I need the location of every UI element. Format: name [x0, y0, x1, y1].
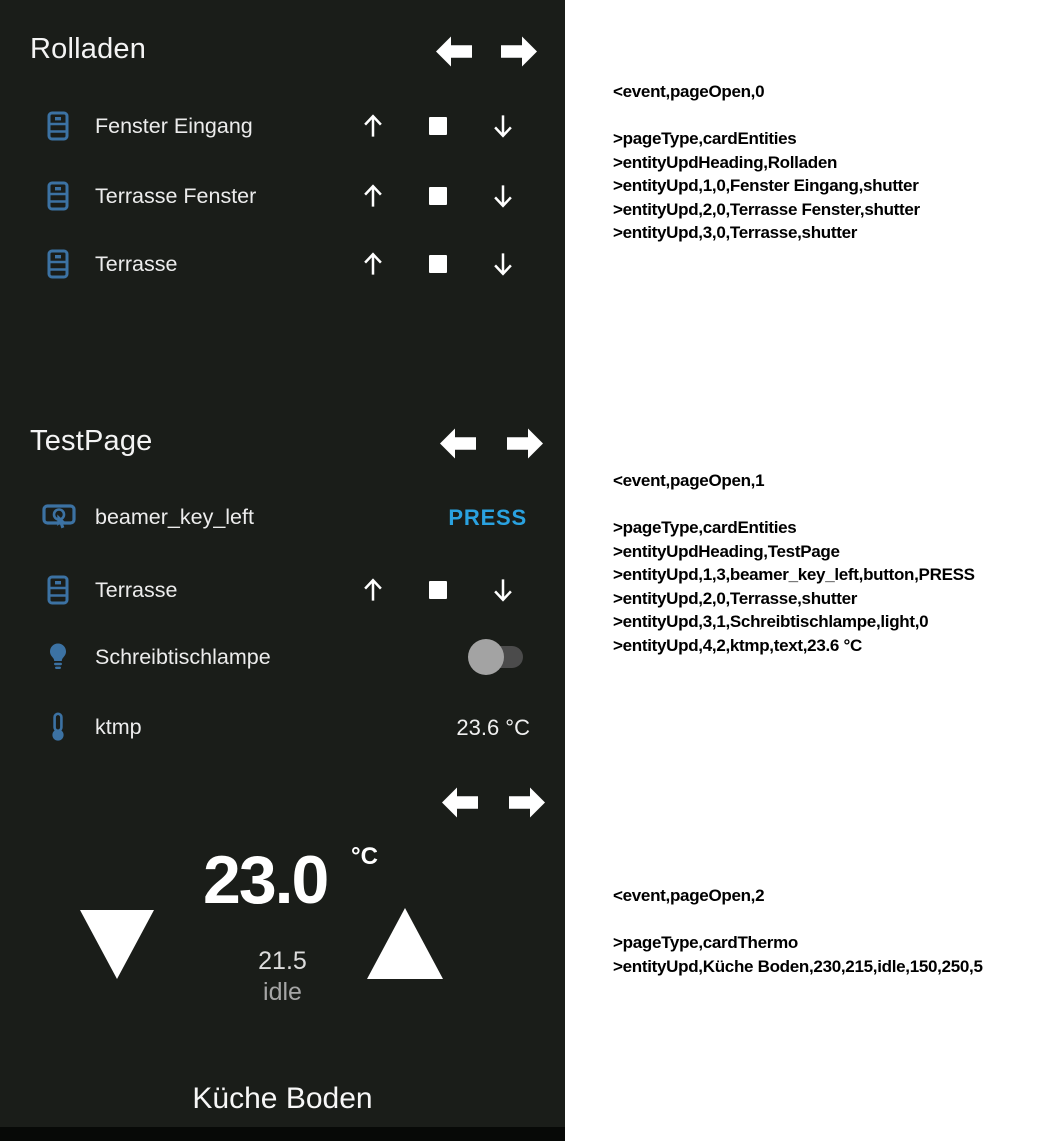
current-temperature: 23.0 — [203, 842, 328, 918]
log-line: <event,pageOpen,1 — [613, 471, 765, 490]
shutter-up-button[interactable] — [361, 251, 385, 277]
arrow-right-icon — [501, 36, 537, 67]
entity-label: beamer_key_left — [95, 505, 254, 529]
log-block-page1 — [613, 469, 1043, 657]
log-line: >entityUpdHeading,Rolladen — [613, 152, 838, 172]
shutter-stop-button[interactable] — [429, 187, 447, 205]
lightbulb-icon — [47, 642, 69, 672]
nav-prev-button[interactable] — [436, 36, 472, 67]
entity-value: 23.6 °C — [456, 715, 530, 740]
entity-label: ktmp — [95, 715, 142, 739]
log-line — [613, 493, 1043, 517]
log-line: >entityUpd,1,3,beamer_key_left,button,PRESS — [613, 565, 975, 584]
log-line: <event,pageOpen,2 — [613, 886, 765, 905]
log-line: >pageType,cardEntities — [613, 129, 797, 148]
nav-prev-button[interactable] — [442, 787, 478, 818]
log-line: >entityUpd,3,0,Terrasse,shutter — [613, 223, 858, 242]
entity-label: Terrasse Fenster — [95, 184, 257, 208]
shutter-icon — [47, 575, 69, 605]
shutter-up-button[interactable] — [361, 577, 385, 603]
log-line: >pageType,cardEntities — [613, 518, 797, 537]
hvac-state: idle — [263, 978, 302, 1006]
nav-prev-button[interactable] — [440, 428, 476, 459]
log-line: >entityUpdHeading,TestPage — [613, 541, 840, 561]
press-button[interactable]: PRESS — [448, 505, 527, 530]
shutter-icon — [47, 111, 69, 141]
arrow-left-icon — [440, 428, 476, 459]
temperature-unit: °C — [351, 843, 378, 870]
thermometer-icon — [50, 712, 66, 742]
shutter-stop-button[interactable] — [429, 117, 447, 135]
shutter-stop-button[interactable] — [429, 255, 447, 273]
log-line: >entityUpd,4,2,ktmp,text,23.6 °C — [613, 635, 862, 655]
shutter-stop-button[interactable] — [429, 581, 447, 599]
toggle-knob — [468, 639, 504, 675]
arrow-left-icon — [436, 36, 472, 67]
entity-label: Fenster Eingang — [95, 114, 253, 138]
log-line: >entityUpd,2,0,Terrasse Fenster,shutter — [613, 199, 920, 219]
arrow-right-icon — [509, 787, 545, 818]
nav-next-button[interactable] — [501, 36, 537, 67]
card-heading-testpage: TestPage — [30, 425, 153, 457]
shutter-down-button[interactable] — [491, 183, 515, 209]
arrow-right-icon — [507, 428, 543, 459]
nav-next-button[interactable] — [507, 428, 543, 459]
thermostat-name: Küche Boden — [192, 1082, 373, 1115]
setpoint-temperature: 21.5 — [258, 947, 307, 975]
log-line: >entityUpd,1,0,Fenster Eingang,shutter — [613, 176, 919, 195]
entity-label: Schreibtischlampe — [95, 645, 271, 669]
arrow-left-icon — [442, 787, 478, 818]
shutter-down-button[interactable] — [491, 113, 515, 139]
shutter-up-button[interactable] — [361, 183, 385, 209]
shutter-icon — [47, 249, 69, 279]
log-line: <event,pageOpen,0 — [613, 82, 765, 101]
shutter-down-button[interactable] — [491, 577, 515, 603]
shutter-icon — [47, 181, 69, 211]
card-heading-rolladen: Rolladen — [30, 33, 147, 65]
light-toggle-switch[interactable] — [470, 646, 523, 668]
log-block-page0 — [613, 80, 1043, 245]
log-line — [613, 104, 1043, 128]
entity-label: Terrasse — [95, 252, 178, 276]
log-block-page2 — [613, 884, 1043, 978]
gesture-tap-button-icon — [42, 502, 76, 532]
entity-label: Terrasse — [95, 578, 178, 602]
shutter-down-button[interactable] — [491, 251, 515, 277]
log-line: >pageType,cardThermo — [613, 933, 798, 952]
log-line: >entityUpd,3,1,Schreibtischlampe,light,0 — [613, 612, 929, 631]
log-line: >entityUpd,2,0,Terrasse,shutter — [613, 588, 858, 608]
shutter-up-button[interactable] — [361, 113, 385, 139]
log-line: >entityUpd,Küche Boden,230,215,idle,150,250,5 — [613, 956, 983, 976]
panel-bottom-border — [0, 1127, 565, 1141]
log-line — [613, 908, 1043, 932]
nav-next-button[interactable] — [509, 787, 545, 818]
